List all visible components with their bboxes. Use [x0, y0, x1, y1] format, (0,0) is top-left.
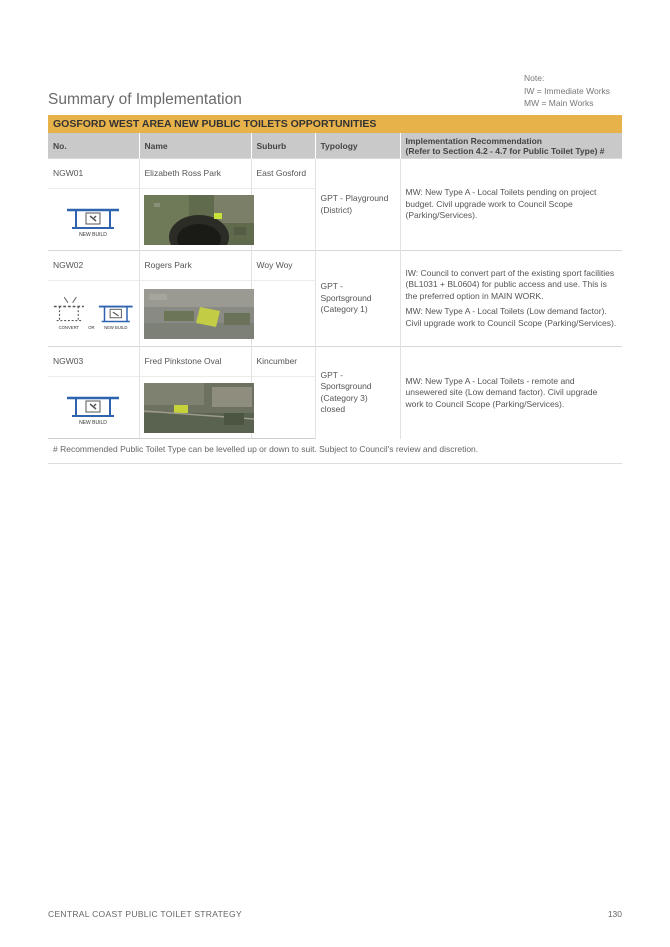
row-typology: GPT - Playground (District): [315, 159, 400, 251]
col-recommendation-line1: Implementation Recommendation: [405, 135, 542, 146]
aerial-photo-cell: [139, 189, 251, 251]
note-label: Note:: [524, 73, 545, 83]
toilet-type-icon-cell: [48, 281, 139, 347]
recommendation-text: MW: New Type A - Local Toilets - remote and unsewered site (Low demand factor). Civil upgrade work to Council Scope (Parking/Services).: [405, 375, 598, 409]
recommendation-text: MW: New Type A - Local Toilets pending on project budget. Civil upgrade work to Council Scope (Parking/Services).: [405, 187, 597, 221]
row-typology: GPT - Sportsground (Category 1): [315, 251, 400, 347]
table-row: [48, 159, 622, 189]
aerial-photo-rogers-park: [144, 289, 254, 339]
band-title: GOSFORD WEST AREA NEW PUBLIC TOILETS OPPORTUNITIES: [48, 115, 622, 133]
aerial-photo-cell: [139, 281, 251, 347]
new-build-toilet-icon: [63, 201, 123, 239]
aerial-photo-cell: [139, 377, 251, 439]
toilet-type-icon-cell: [48, 377, 139, 439]
new-build-toilet-icon: [63, 389, 123, 427]
empty-cell: [251, 377, 315, 439]
row-no: NGW02: [48, 251, 139, 281]
table-row: [48, 251, 622, 281]
col-typology: Typology: [315, 133, 400, 159]
row-name: Rogers Park: [139, 251, 251, 281]
row-typology: GPT - Sportsground (Category 3) closed: [315, 347, 400, 439]
row-name: Fred Pinkstone Oval: [139, 347, 251, 377]
table-row: [48, 347, 622, 377]
page-number: 130: [607, 909, 622, 919]
row-no: NGW01: [48, 159, 139, 189]
convert-or-new-build-toilet-icon: [52, 294, 135, 334]
col-recommendation: [400, 133, 622, 159]
row-name: Elizabeth Ross Park: [139, 159, 251, 189]
footnote: # Recommended Public Toilet Type can be levelled up or down to suit. Subject to Council's review and discretion.: [48, 434, 622, 464]
table-header-row: [48, 133, 622, 159]
row-suburb: Kincumber: [251, 347, 315, 377]
aerial-photo-fred-pinkstone-oval: [144, 383, 254, 433]
recommendation-text: MW: New Type A - Local Toilets (Low demand factor). Civil upgrade work to Council Scope (Parking/Services).: [405, 306, 617, 328]
col-suburb: Suburb: [251, 133, 315, 159]
row-recommendation: [400, 159, 622, 251]
row-recommendation: [400, 347, 622, 439]
icon-label: NEW BUILD: [79, 231, 108, 238]
row-no: NGW03: [48, 347, 139, 377]
col-recommendation-line2: (Refer to Section 4.2 - 4.7 for Public Toilet Type) #: [405, 145, 605, 156]
implementation-table: [48, 115, 622, 439]
col-no: No.: [48, 133, 139, 159]
recommendation-text: IW: Council to convert part of the existing sport facilities (BL1031 + BL0604) for public access and use. This is the preferred option in MAIN WORK.: [405, 267, 615, 301]
empty-cell: [251, 281, 315, 347]
icon-label-convert: CONVERT: [58, 324, 80, 330]
row-recommendation: [400, 251, 622, 347]
toilet-type-icon-cell: [48, 189, 139, 251]
note-mw: MW = Main Works: [524, 98, 594, 108]
aerial-photo-elizabeth-ross-park: [144, 195, 254, 245]
empty-cell: [251, 189, 315, 251]
table-band-row: [48, 115, 622, 133]
icon-label-or: OR: [88, 324, 95, 330]
footer-document-title: CENTRAL COAST PUBLIC TOILET STRATEGY: [48, 909, 242, 919]
row-suburb: East Gosford: [251, 159, 315, 189]
note-iw: IW = Immediate Works: [524, 85, 611, 96]
icon-label: NEW BUILD: [79, 419, 108, 426]
row-suburb: Woy Woy: [251, 251, 315, 281]
note-box: [524, 72, 610, 110]
page-title: Summary of Implementation: [48, 91, 242, 108]
icon-label-new-build: NEW BUILD: [104, 324, 128, 330]
col-name: Name: [139, 133, 251, 159]
